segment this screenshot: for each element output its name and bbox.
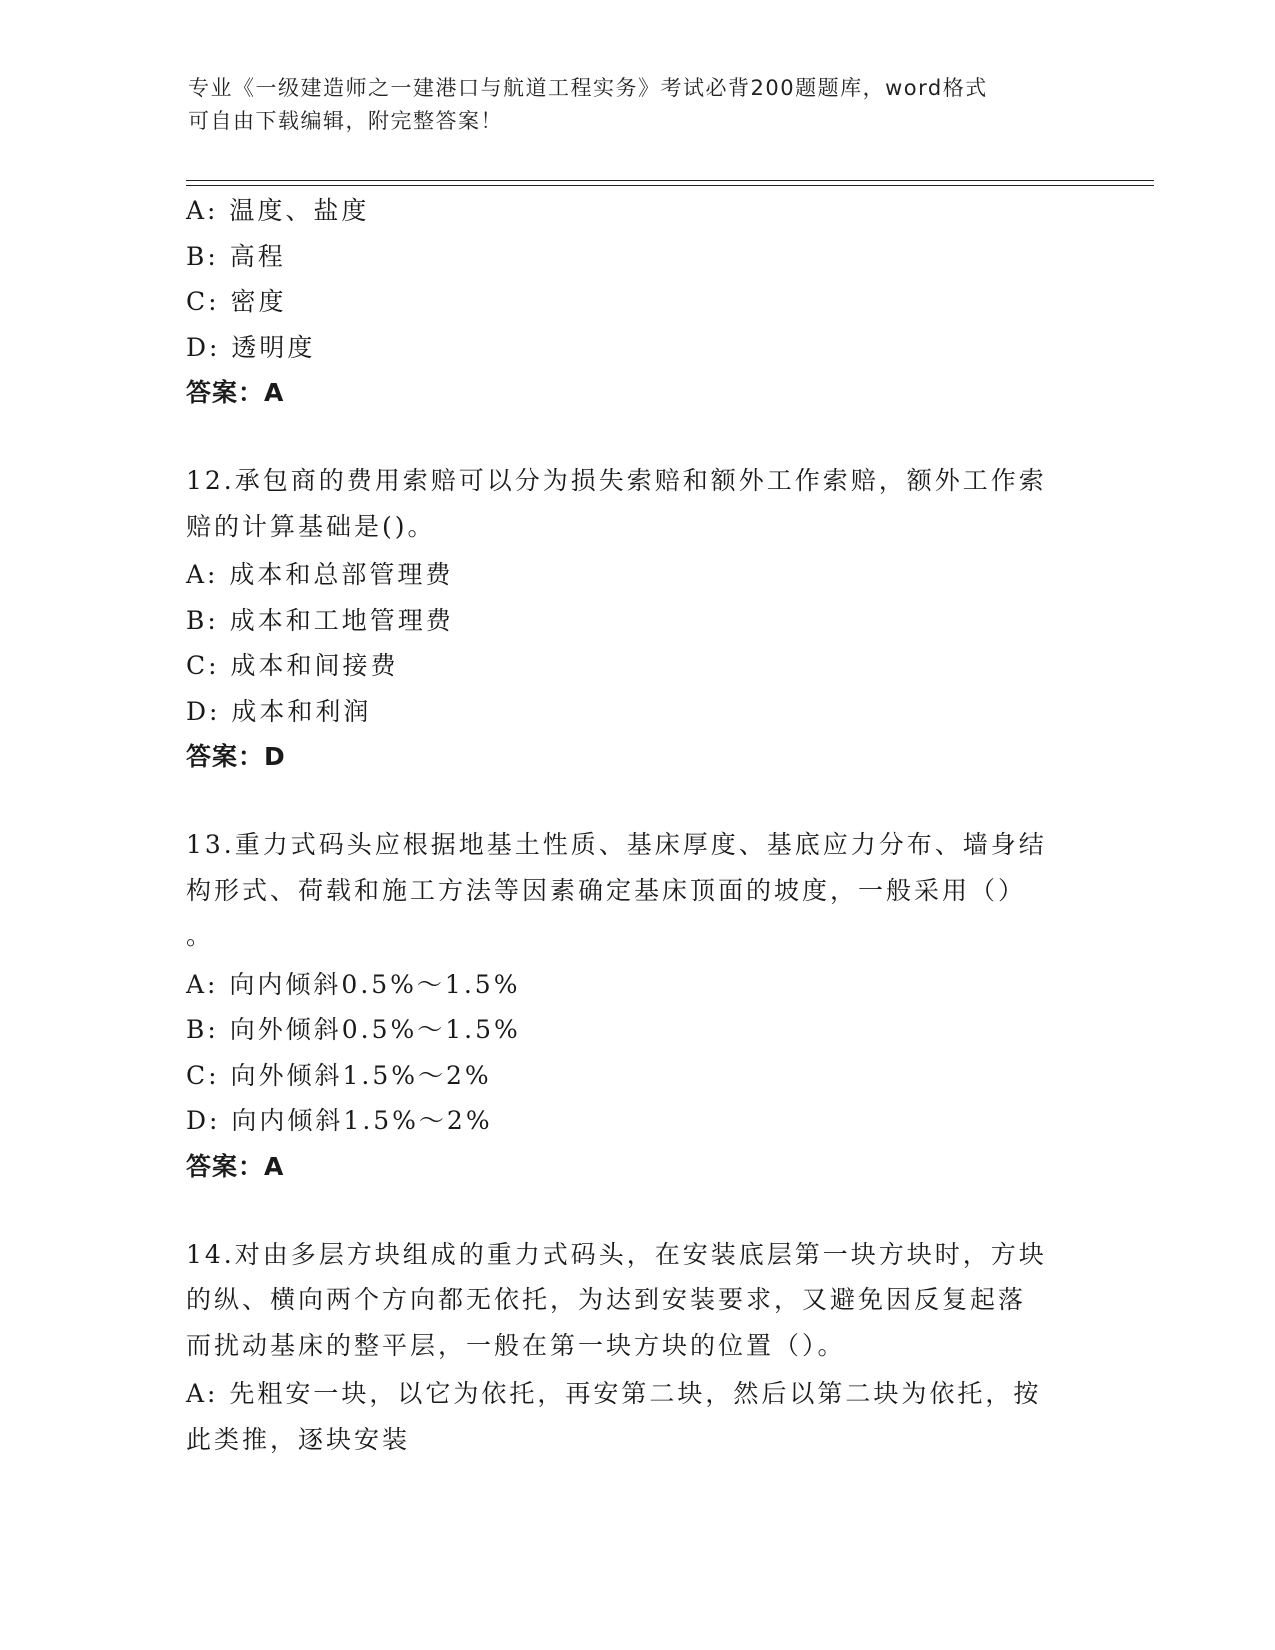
answer: 答案：A xyxy=(186,1151,285,1181)
question-14 xyxy=(186,1235,1086,1463)
option-b: B: 高程 xyxy=(186,241,286,271)
option-c: C: 密度 xyxy=(186,287,287,316)
option-d: D: 透明度 xyxy=(186,332,316,362)
header-line-1: 专业《一级建造师之一建港口与航道工程实务》考试必背200题题库，word格式 xyxy=(188,76,988,100)
question-13 xyxy=(186,825,1086,1189)
option-c: C: 向外倾斜1.5%～2% xyxy=(186,1060,492,1090)
option-d: D: 向内倾斜1.5%～2% xyxy=(186,1106,493,1135)
page-header xyxy=(188,72,1068,138)
spacer xyxy=(186,780,1086,826)
question-stem-line: 的纵、横向两个方向都无依托，为达到安装要求，又避免因反复起落 xyxy=(186,1285,1027,1314)
spacer xyxy=(186,1189,1086,1235)
header-rule-bottom xyxy=(186,185,1154,186)
answer: 答案：D xyxy=(186,742,286,771)
header-line-2: 可自由下载编辑，附完整答案！ xyxy=(188,109,503,133)
question-12 xyxy=(186,461,1086,780)
question-stem-line: 赔的计算基础是()。 xyxy=(186,511,436,541)
option-d: D: 成本和利润 xyxy=(186,696,372,726)
question-content xyxy=(186,188,1086,1462)
option-a: A: 温度、盐度 xyxy=(186,196,370,225)
header-rule-top xyxy=(186,180,1154,181)
option-a: A: 向内倾斜0.5%～1.5% xyxy=(186,969,521,999)
option-b: B: 成本和工地管理费 xyxy=(186,605,454,635)
question-stem-line: 12.承包商的费用索赔可以分为损失索赔和额外工作索赔，额外工作索 xyxy=(186,466,1047,495)
question-stem-line: 。 xyxy=(186,921,215,950)
question-stem-line: 构形式、荷载和施工方法等因素确定基床顶面的坡度，一般采用（） xyxy=(186,875,1027,905)
option-c: C: 成本和间接费 xyxy=(186,651,399,680)
question-stem-line: 而扰动基床的整平层，一般在第一块方块的位置（）。 xyxy=(186,1330,846,1360)
option-a-continued: 此类推，逐块安装 xyxy=(186,1424,411,1454)
option-a: A: 先粗安一块，以它为依托，再安第二块，然后以第二块为依托，按 xyxy=(186,1379,1042,1408)
option-b: B: 向外倾斜0.5%～1.5% xyxy=(186,1015,521,1044)
spacer xyxy=(186,416,1086,462)
question-stem-line: 14.对由多层方块组成的重力式码头，在安装底层第一块方块时，方块 xyxy=(186,1239,1047,1269)
question-stem-line: 13.重力式码头应根据地基土性质、基床厚度、基底应力分布、墙身结 xyxy=(186,830,1047,859)
option-a: A: 成本和总部管理费 xyxy=(186,560,454,589)
answer: 答案：A xyxy=(186,378,285,407)
question-11 xyxy=(186,188,1086,416)
